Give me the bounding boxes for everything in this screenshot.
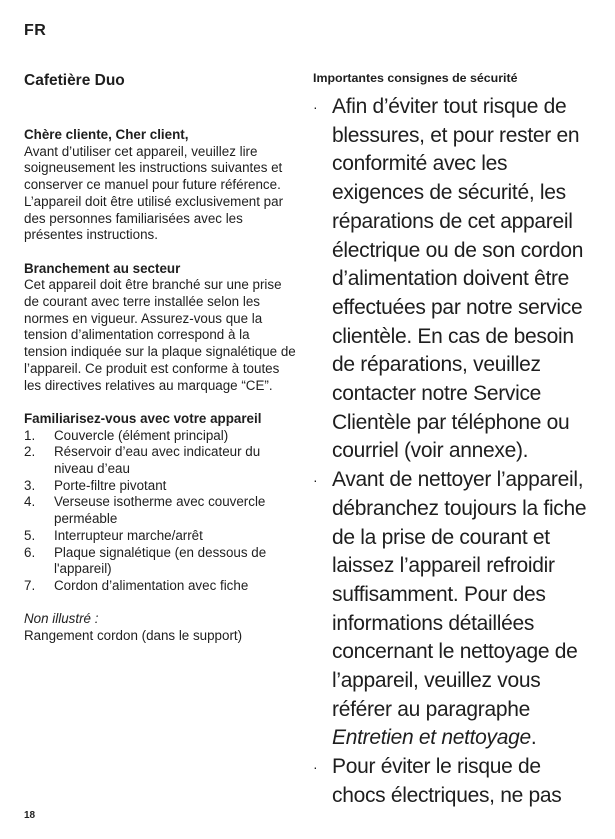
not-shown-text: Rangement cordon (dans le support) <box>24 628 243 644</box>
connection-heading: Branchement au secteur <box>24 260 181 276</box>
list-item: 1. Couvercle (élément principal) <box>24 427 229 443</box>
product-title: Cafetière Duo <box>24 72 125 89</box>
safety-bullet <box>313 753 588 810</box>
right-column <box>313 70 588 811</box>
list-item: 5. Interrupteur marche/arrêt <box>24 527 203 543</box>
left-column <box>24 72 296 645</box>
list-item: 7. Cordon d’alimentation avec fiche <box>24 577 249 593</box>
safety-bullet-text: Avant de nettoyer l’appareil, débranchez toujours la fiche de la prise de courant et laissez l’appareil refroidir suffisamment. Pour des informations détaillées concernant le nettoyage de l’appareil, veuillez vous référer au paragraphe Entretien et nettoyage. <box>332 468 587 750</box>
connection-paragraph: Cet appareil doit être branché sur une prise de courant avec terre installée selon les normes en vigueur. Assurez-vous que la tension d’alimentation correspond à la tension indiquée sur la plaque signalétique de l’appareil. Ce produit est conforme à toutes les directives relatives au marquage “CE”. <box>24 277 296 393</box>
cleaning-reference: Entretien et nettoyage <box>332 726 531 750</box>
bullet-dot: · <box>313 472 318 489</box>
not-shown-label: Non illustré : <box>24 611 99 627</box>
safety-heading: Importantes consignes de sécurité <box>313 71 518 85</box>
safety-bullet <box>313 93 588 466</box>
safety-bullet-text: Afin d’éviter tout risque de blessures, et pour rester en conformité avec les exigences de sécurité, les réparations de cet appareil électrique ou de son cordon d’alimentation doivent être effectuées par notre service clientèle. En cas de besoin de réparations, veuillez contacter notre Service Clientèle par téléphone ou courriel (voir annexe). <box>332 95 584 463</box>
intro-paragraph: Avant d’utiliser cet appareil, veuillez lire soigneusement les instructions suivantes et conserver ce manuel pour future référence. L’appareil doit être utilisé exclusivement par des personnes familiarisées avec les présentes instructions. <box>24 143 284 243</box>
parts-list <box>24 428 296 595</box>
list-item: 2. Réservoir d’eau avec indicateur du niveau d’eau <box>24 444 261 477</box>
parts-heading: Familiarisez-vous avec votre appareil <box>24 410 262 426</box>
list-item: 4. Verseuse isotherme avec couvercle perméable <box>24 494 266 527</box>
bullet-dot: · <box>313 99 318 115</box>
page-number: 18 <box>24 810 36 821</box>
greeting-heading: Chère cliente, Cher client, <box>24 127 189 142</box>
safety-bullet-text: Pour éviter le risque de chocs électriques, ne pas <box>332 755 562 807</box>
language-label: FR <box>24 22 47 39</box>
safety-bullet <box>313 466 588 753</box>
list-item: 3. Porte-filtre pivotant <box>24 477 167 493</box>
bullet-dot: · <box>313 759 318 776</box>
list-item: 6. Plaque signalétique (en dessous de l'appareil) <box>24 544 267 577</box>
